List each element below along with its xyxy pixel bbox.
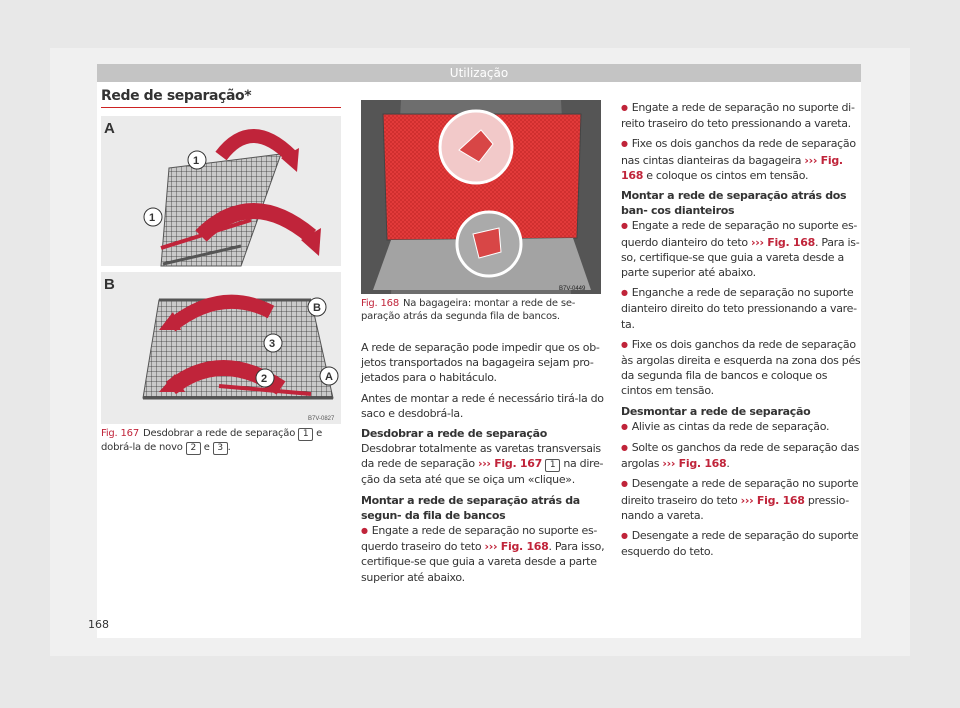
- bullet-item: ● Alivie as cintas da rede de separação.: [621, 419, 861, 435]
- bullet-item: ● Enganche a rede de separação no suporte dianteiro direito do teto pressionando a vare- ta.: [621, 285, 861, 332]
- subheading: Desmontar a rede de separação: [621, 404, 811, 418]
- text: Desengate a rede de separação no suporte direito traseiro do teto: [621, 477, 859, 507]
- bullet-item: [621, 476, 861, 523]
- page-number: 168: [88, 618, 109, 631]
- figure-link[interactable]: ››› Fig. 167: [477, 457, 542, 471]
- text: na dire- ção da seta até que se oiça um «clique».: [361, 457, 604, 487]
- text: . Para isso, certifique-se que guia a vareta desde a parte superior até abaixo.: [361, 540, 605, 584]
- figure-168-label: Fig. 168: [361, 298, 399, 309]
- bullet-item: [621, 218, 861, 280]
- text: Desdobrar totalmente as varetas transversais da rede de separação: [361, 442, 601, 471]
- text: pressio- nando a vareta.: [621, 493, 849, 522]
- bullet-item: [621, 136, 861, 183]
- callout-a-2: 1: [149, 212, 156, 224]
- figure-168: [361, 100, 601, 294]
- text: Engate a rede de separação no suporte es- querdo dianteiro do teto: [621, 219, 858, 249]
- panel-a-label: A: [104, 120, 115, 137]
- caption-text: Na bagageira: montar a rede de se- paração atrás da segunda fila de bancos.: [361, 298, 576, 322]
- paragraph: [361, 441, 607, 487]
- bullet-item: ● Engate a rede de separação no suporte di- reito traseiro do teto pressionando a vareta.: [621, 100, 861, 131]
- caption-text: Desdobrar a rede de separação: [143, 428, 296, 439]
- figure-167-illustration: [101, 116, 341, 424]
- caption-text: .: [227, 442, 231, 453]
- figure-168-illustration: [361, 100, 601, 294]
- section-title: Rede de separação*: [101, 88, 252, 104]
- callout-b-2: 3: [269, 338, 276, 350]
- paragraph: Antes de montar a rede é necessário tirá-la do saco e desdobrá-la.: [361, 391, 604, 420]
- figure-167-code: B7V-0827: [308, 416, 335, 422]
- text: Engate a rede de separação no suporte es- querdo traseiro do teto: [361, 524, 598, 554]
- text: Fixe os dois ganchos da rede de separação nas cintas dianteiras da bagageira: [621, 137, 856, 167]
- text: . Para is- so, certifique-se que guia a vareta desde a parte superior até abaixo.: [621, 235, 860, 280]
- column-right: [621, 100, 861, 564]
- text: .: [726, 457, 730, 471]
- figure-167: [101, 116, 341, 424]
- text: e coloque os cintos em tensão.: [646, 168, 809, 182]
- ref-number: 3: [213, 442, 228, 455]
- figure-link[interactable]: ››› Fig. 168: [662, 457, 727, 471]
- caption-text: e dobrá-la de novo: [101, 428, 323, 453]
- callout-a-1: 1: [193, 155, 200, 167]
- figure-167-caption: [101, 427, 339, 455]
- ref-number: 1: [545, 459, 560, 472]
- bullet-item: ● Desengate a rede de separação do suporte esquerdo do teto.: [621, 528, 861, 559]
- figure-link[interactable]: ››› Fig. 168: [740, 493, 805, 507]
- ref-number: 1: [298, 428, 313, 441]
- page-content: [97, 64, 861, 638]
- figure-168-caption: [361, 297, 599, 323]
- subheading: Desdobrar a rede de separação: [361, 427, 547, 441]
- bullet-item: ● Fixe os dois ganchos da rede de separação às argolas direita e esquerda na zona dos pés da segunda fila de bancos e coloque os cintos em tensão.: [621, 337, 861, 399]
- figure-link[interactable]: ››› Fig. 168: [484, 540, 549, 554]
- panel-b-label: B: [104, 276, 115, 293]
- page-header: Utilização: [97, 64, 861, 82]
- paragraph: A rede de separação pode impedir que os ob- jetos transportados na bagageira sejam pro- jetados para o habitáculo.: [361, 341, 600, 385]
- page: [50, 48, 910, 656]
- figure-168-code: B7V-0449: [559, 286, 586, 292]
- text: Solte os ganchos da rede de separação das argolas: [621, 441, 860, 471]
- subheading: Montar a rede de separação atrás da segun- da fila de bancos: [361, 493, 580, 522]
- callout-b-1: B: [313, 302, 321, 314]
- section-divider: [101, 107, 341, 108]
- subheading: Montar a rede de separação atrás dos ban- cos dianteiros: [621, 189, 847, 218]
- callout-b-4: A: [325, 371, 333, 383]
- bullet-item: [621, 440, 861, 471]
- callout-b-3: 2: [261, 373, 268, 385]
- ref-number: 2: [186, 442, 201, 455]
- bullet-item: [361, 523, 607, 585]
- figure-167-label: Fig. 167: [101, 428, 139, 439]
- figure-link[interactable]: ››› Fig. 168: [751, 235, 815, 249]
- figure-link[interactable]: ››› Fig. 168: [621, 153, 843, 182]
- column-middle: [361, 340, 607, 590]
- caption-text: e: [203, 442, 210, 453]
